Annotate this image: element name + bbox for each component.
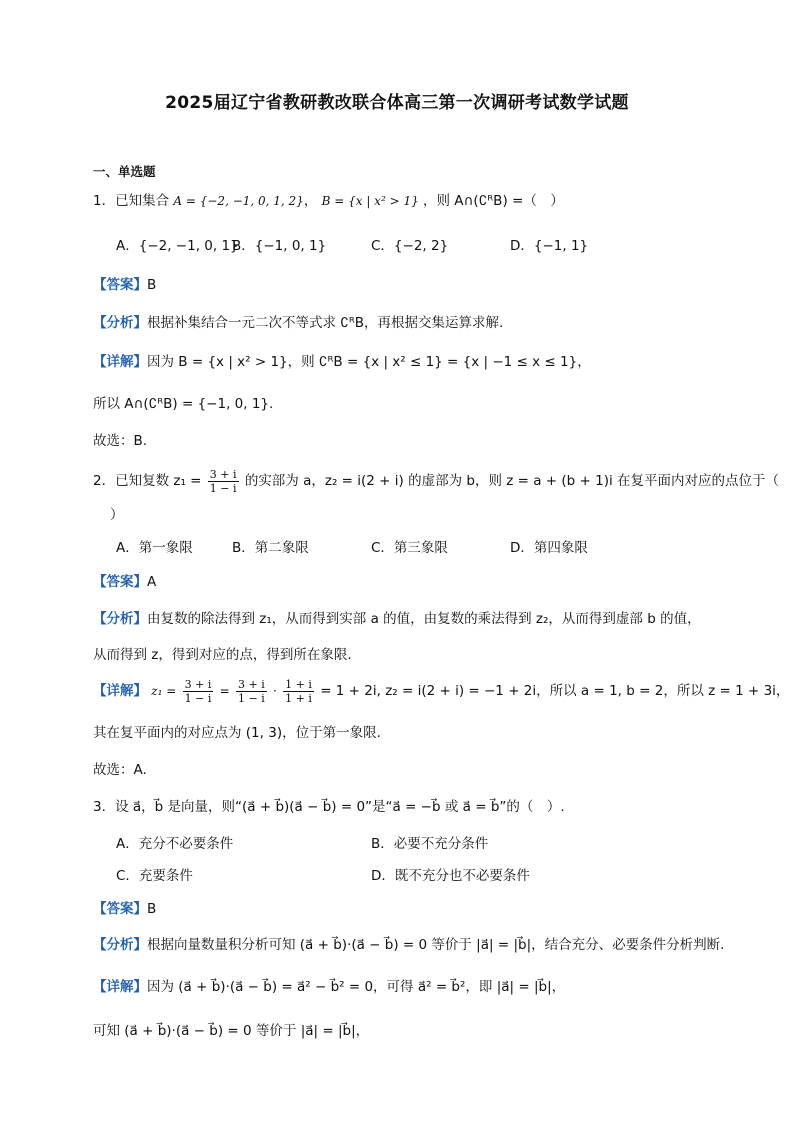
analysis-tag: 【分析】: [93, 315, 147, 331]
fraction-numerator: 3 + i: [209, 467, 237, 481]
q1-option-b[interactable]: B．{−1, 0, 1}: [232, 238, 327, 254]
analysis-tag: 【分析】: [93, 611, 147, 627]
q1-option-a[interactable]: A．{−2, −1, 0, 1}: [116, 238, 239, 254]
q3-detail: [93, 977, 565, 997]
fraction-numerator: 1 + i: [285, 677, 312, 691]
question-2-rest: 的实部为 a，z₂ = i(2 + i) 的虚部为 b，则 z = a + (b + 1)i 在复平面内对应的点位于（: [244, 473, 780, 489]
equals-sign: =: [219, 684, 230, 698]
analysis-text: 由复数的除法得到 z₁，从而得到实部 a 的值，由复数的乘法得到 z₂，从而得到虚部 b 的值，: [147, 611, 701, 627]
q1-analysis: [93, 313, 503, 333]
set-b: B = {x | x² > 1}: [321, 194, 419, 208]
question-1-ask: ，则 A∩(∁ᴿB) =（ ）: [423, 193, 564, 209]
q3-answer: [93, 899, 156, 919]
q3-option-a[interactable]: A．充分不必要条件: [116, 836, 234, 852]
set-a: A = {−2, −1, 0, 1, 2}: [173, 194, 304, 208]
detail-tag: 【详解】: [93, 683, 147, 699]
detail-rest: = 1 + 2i, z₂ = i(2 + i) = −1 + 2i，所以 a = 1, b = 2，所以 z = 1 + 3i，: [320, 683, 790, 699]
fraction-denominator: 1 − i: [238, 691, 265, 705]
q3-option-c[interactable]: C．充要条件: [116, 868, 193, 884]
fraction-denominator: 1 − i: [184, 691, 212, 705]
q1-conclusion: 故选：B.: [93, 433, 148, 449]
answer-tag: 【答案】: [93, 901, 147, 917]
fraction-numerator: 3 + i: [184, 677, 212, 691]
q3-option-d[interactable]: D．既不充分也不必要条件: [371, 868, 530, 884]
question-2-stem-end: ）: [110, 507, 124, 523]
analysis-text: 根据向量数量积分析可知 (a⃗ + b⃗)·(a⃗ − b⃗) = 0 等价于 |a⃗| = |b⃗|，结合充分、必要条件分析判断.: [147, 937, 725, 953]
q2-option-a[interactable]: A．第一象限: [116, 540, 193, 556]
q1-detail-continued: 所以 A∩(∁ᴿB) = {−1, 0, 1}.: [93, 396, 274, 412]
detail-lead: z₁ =: [151, 684, 177, 698]
q2-detail: [93, 675, 789, 707]
q2-analysis-continued: 从而得到 z，得到对应的点，得到所在象限.: [93, 647, 352, 663]
q2-option-c[interactable]: C．第三象限: [371, 540, 448, 556]
q2-analysis: [93, 609, 701, 629]
fraction-2: [236, 678, 267, 705]
q1-detail: [93, 352, 591, 372]
fraction-1: [183, 678, 214, 705]
document-title: 2025届辽宁省教研教改联合体高三第一次调研考试数学试题: [165, 93, 629, 113]
dot-sign: ·: [273, 684, 277, 698]
detail-tag: 【详解】: [93, 354, 147, 370]
fraction-denominator: 1 + i: [285, 691, 312, 705]
q3-analysis: [93, 935, 724, 955]
detail-text: 因为 B = {x | x² > 1}，则 ∁ᴿB = {x | x² ≤ 1} = {x | −1 ≤ x ≤ 1}，: [147, 354, 591, 370]
q2-conclusion: 故选：A.: [93, 762, 147, 778]
answer-tag: 【答案】: [93, 277, 147, 293]
section-heading: 一、单选题: [93, 164, 156, 179]
question-3-stem: 3．设 a⃗，b⃗ 是向量，则“(a⃗ + b⃗)(a⃗ − b⃗) = 0”是“a⃗ = −b⃗ 或 a⃗ = b⃗”的（ ）.: [93, 799, 565, 815]
q1-option-d[interactable]: D．{−1, 1}: [510, 238, 589, 254]
q3-detail-continued: 可知 (a⃗ + b⃗)·(a⃗ − b⃗) = 0 等价于 |a⃗| = |b⃗|，: [93, 1023, 370, 1039]
q2-answer: [93, 572, 156, 592]
q3-option-b[interactable]: B．必要不充分条件: [371, 836, 489, 852]
fraction-numerator: 3 + i: [238, 677, 265, 691]
question-2-intro: 2．已知复数 z₁ =: [93, 473, 202, 489]
q2-option-b[interactable]: B．第二象限: [232, 540, 309, 556]
answer-tag: 【答案】: [93, 574, 147, 590]
q2-detail-continued: 其在复平面内的对应点为 (1, 3)，位于第一象限.: [93, 725, 381, 741]
detail-tag: 【详解】: [93, 979, 147, 995]
analysis-text: 根据补集结合一元二次不等式求 ∁ᴿB，再根据交集运算求解.: [147, 315, 504, 331]
fraction-denominator: 1 − i: [209, 481, 237, 495]
q1-answer: [93, 275, 156, 295]
question-1-stem: 1．已知集合 A = {−2, −1, 0, 1, 2}， B = {x | x² > 1} ，则 A∩(∁ᴿB) =（ ）: [93, 193, 564, 209]
fraction-z1: [208, 468, 239, 495]
analysis-tag: 【分析】: [93, 937, 147, 953]
answer-value: A: [147, 574, 157, 590]
question-1-number: 1．已知集合: [93, 193, 170, 209]
question-2-stem: [93, 467, 779, 495]
q2-option-d[interactable]: D．第四象限: [510, 540, 588, 556]
fraction-3: [283, 678, 314, 705]
q1-option-c[interactable]: C．{−2, 2}: [371, 238, 449, 254]
answer-value: B: [147, 277, 157, 293]
detail-text: 因为 (a⃗ + b⃗)·(a⃗ − b⃗) = a⃗² − b⃗² = 0，可得 a⃗² = b⃗²，即 |a⃗| = |b⃗|，: [147, 979, 566, 995]
answer-value: B: [147, 901, 157, 917]
